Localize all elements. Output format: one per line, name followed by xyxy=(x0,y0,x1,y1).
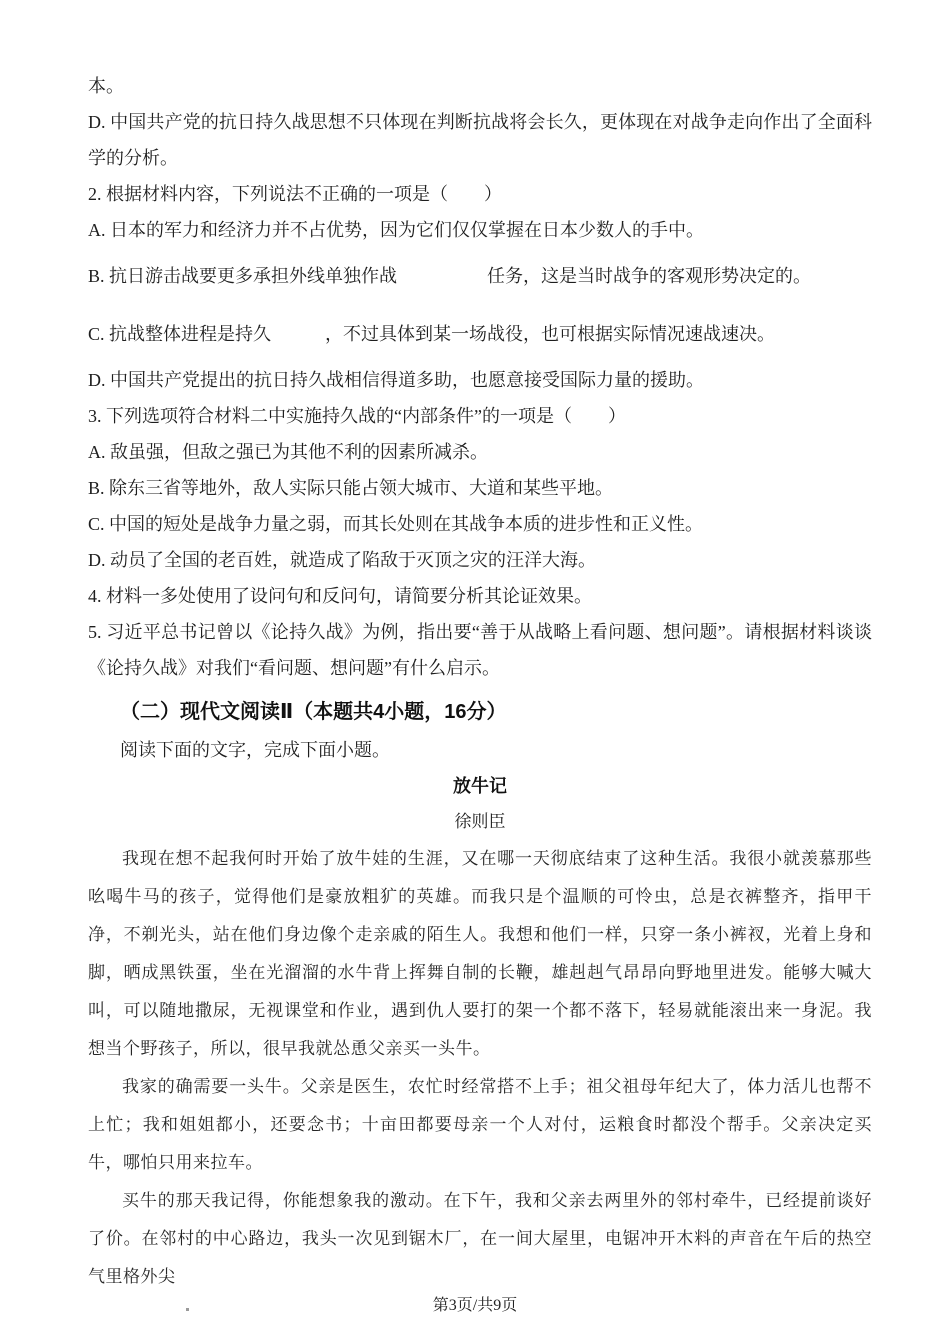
exam-content xyxy=(88,68,872,1296)
q2-option-b: B. 抗日游击战要更多承担外线单独作战 任务，这是当时战争的客观形势决定的。 xyxy=(88,266,812,286)
carryover-fragment: 本。 xyxy=(88,76,124,96)
q4-stem: 4. 材料一多处使用了设问句和反问句，请简要分析其论证效果。 xyxy=(88,586,592,606)
q3-option-d: D. 动员了全国的老百姓，就造成了陷敌于灭顶之灾的汪洋大海。 xyxy=(88,550,596,570)
q3-option-c: C. 中国的短处是战争力量之弱，而其长处则在其战争本质的进步性和正义性。 xyxy=(88,514,704,534)
q1-option-d: D. 中国共产党的抗日持久战思想不只体现在判断抗战将会长久，更体现在对战争走向作出了全面科学的分析。 xyxy=(88,112,872,168)
q2-option-d: D. 中国共产党提出的抗日持久战相信得道多助，也愿意接受国际力量的援助。 xyxy=(88,370,704,390)
q3-option-b: B. 除东三省等地外，敌人实际只能占领大城市、大道和某些平地。 xyxy=(88,478,614,498)
q5-stem: 5. 习近平总书记曾以《论持久战》为例，指出要“善于从战略上看问题、想问题”。请根据材料谈谈《论持久战》对我们“看问题、想问题”有什么启示。 xyxy=(88,622,872,678)
passage-paragraph-3: 买牛的那天我记得，你能想象我的激动。在下午，我和父亲去两里外的邻村牵牛，已经提前谈好了价。在邻村的中心路边，我头一次见到锯木厂，在一间大屋里，电锯冲开木料的声音在午后的热空气里格外尖 xyxy=(88,1191,872,1286)
q2-option-c: C. 抗战整体进程是持久 ，不过具体到某一场战役，也可根据实际情况速战速决。 xyxy=(88,324,776,344)
q3-option-a: A. 敌虽强，但敌之强已为其他不利的因素所减杀。 xyxy=(88,442,488,462)
passage-author: 徐则臣 xyxy=(454,812,506,831)
passage-title: 放牛记 xyxy=(453,776,507,796)
q3-stem: 3. 下列选项符合材料二中实施持久战的“内部条件”的一项是（ ） xyxy=(88,406,626,426)
passage-paragraph-1: 我现在想不起我何时开始了放牛娃的生涯，又在哪一天彻底结束了这种生活。我很小就羡慕那些吆喝牛马的孩子，觉得他们是豪放粗犷的英雄。而我只是个温顺的可怜虫，总是衣裤整齐，指甲干净，不剃光头，站在他们身边像个走亲戚的陌生人。我想和他们一样，只穿一条小裤衩，光着上身和脚，晒成黑铁蛋，坐在光溜溜的水牛背上挥舞自制的长鞭，雄赳赳气昂昂向野地里进发。能够大喊大叫，可以随地撒尿，无视课堂和作业，遇到仇人要打的架一个都不落下，轻易就能滚出来一身泥。我想当个野孩子，所以，很早我就怂恿父亲买一头牛。 xyxy=(88,849,872,1058)
passage-paragraph-2: 我家的确需要一头牛。父亲是医生，农忙时经常搭不上手；祖父祖母年纪大了，体力活儿也帮不上忙；我和姐姐都小，还要念书；十亩田都要母亲一个人对付，运粮食时都没个帮手。父亲决定买牛，哪怕只用来拉车。 xyxy=(88,1077,872,1172)
page-number-footer: 第3页/共9页 xyxy=(432,1297,518,1314)
section-heading: （二）现代文阅读Ⅱ（本题共4小题，16分） xyxy=(120,701,507,723)
q2-option-a: A. 日本的军力和经济力并不占优势，因为它们仅仅掌握在日本少数人的手中。 xyxy=(88,220,704,240)
q2-stem: 2. 根据材料内容，下列说法不正确的一项是（ ） xyxy=(88,184,502,204)
reading-instruction: 阅读下面的文字，完成下面小题。 xyxy=(120,740,390,760)
